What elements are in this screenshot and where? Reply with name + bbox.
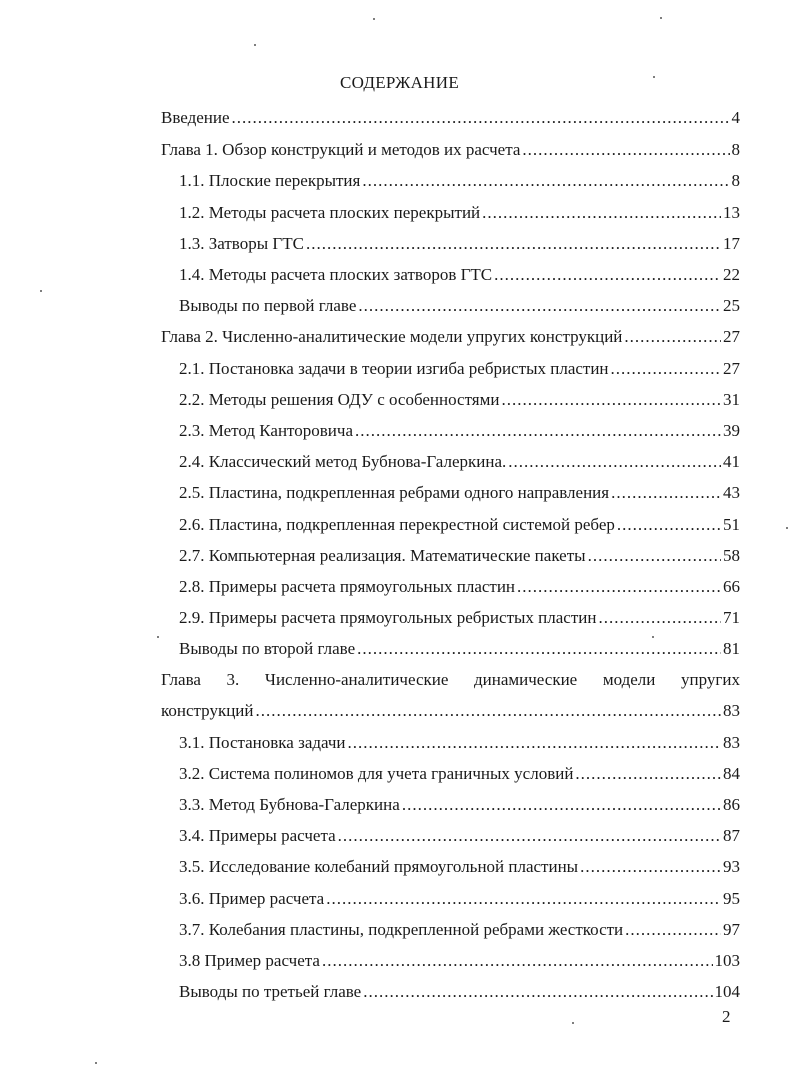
- dot-leader: [522, 139, 729, 161]
- heading-word: динамические: [474, 670, 578, 689]
- toc-entry-3-6: [179, 888, 740, 910]
- toc-entry-page: 87: [723, 826, 740, 845]
- scan-speck: [373, 18, 375, 20]
- toc-entry-text: 3.3. Метод Бубнова-Галеркина: [179, 795, 400, 814]
- toc-entry-page: 104: [714, 982, 740, 1001]
- dot-leader: [357, 638, 721, 660]
- scan-speck: [786, 527, 788, 529]
- toc-entry-2-1: [179, 358, 740, 380]
- toc-entry-page: 25: [723, 296, 740, 315]
- toc-entry-2-8: [179, 576, 740, 598]
- toc-entry-3-4: [179, 825, 740, 847]
- toc-entry-text: 2.4. Классический метод Бубнова-Галеркина.: [179, 452, 507, 471]
- dot-leader: [326, 888, 721, 910]
- dot-leader: [598, 607, 721, 629]
- toc-entry-2-2: [179, 389, 740, 411]
- toc-entry-chapter-2: [161, 326, 740, 348]
- toc-entry-text: 2.9. Примеры расчета прямоугольных ребристых пластин: [179, 608, 597, 627]
- dot-leader: [338, 825, 721, 847]
- toc-entry-page: 93: [723, 857, 740, 876]
- dot-leader: [348, 732, 721, 754]
- toc-entry-page: 83: [723, 701, 740, 720]
- toc-entry-2-4: [179, 451, 740, 473]
- heading-word: Численно-аналитические: [264, 670, 449, 689]
- scan-speck: [95, 1062, 97, 1064]
- toc-entry-text: 3.1. Постановка задачи: [179, 733, 346, 752]
- dot-leader: [517, 576, 721, 598]
- toc-entry-page: 41: [723, 452, 740, 471]
- toc-entry-text: 2.2. Методы решения ОДУ с особенностями: [179, 390, 500, 409]
- scan-speck: [40, 290, 42, 292]
- scan-speck: [660, 17, 662, 19]
- dot-leader: [355, 420, 721, 442]
- toc-entry-text: Глава 1. Обзор конструкций и методов их расчета: [161, 140, 521, 159]
- dot-leader: [575, 763, 721, 785]
- toc-entry-page: 31: [723, 390, 740, 409]
- toc-entry-text: 2.1. Постановка задачи в теории изгиба ребристых пластин: [179, 359, 609, 378]
- toc-entry-page: 13: [723, 203, 740, 222]
- toc-entry-chapter-3: [161, 700, 740, 722]
- toc-entry-2-5: [179, 482, 740, 504]
- toc-entry-page: 84: [723, 764, 740, 783]
- toc-entry-3-5: [179, 856, 740, 878]
- toc-entry-conclusions-1: [179, 295, 740, 317]
- dot-leader: [362, 170, 729, 192]
- toc-entry-2-3: [179, 420, 740, 442]
- toc-entry-text: 3.7. Колебания пластины, подкрепленной ребрами жесткости: [179, 920, 624, 939]
- toc-entry-page: 103: [714, 951, 740, 970]
- dot-leader: [611, 358, 721, 380]
- heading-word: Глава: [161, 670, 201, 689]
- dot-leader: [306, 233, 721, 255]
- toc-entry-text: 2.3. Метод Канторовича: [179, 421, 353, 440]
- scan-speck: [157, 636, 159, 638]
- toc-entry-text: Выводы по третьей главе: [179, 982, 362, 1001]
- toc-entry-page: 8: [731, 171, 740, 190]
- dot-leader: [501, 389, 721, 411]
- toc-entry-text: Выводы по первой главе: [179, 296, 357, 315]
- toc-entry-3-3: [179, 794, 740, 816]
- toc-entry-text: 3.6. Пример расчета: [179, 889, 325, 908]
- toc-entry-text: 2.7. Компьютерная реализация. Математические пакеты: [179, 546, 586, 565]
- dot-leader: [508, 451, 721, 473]
- toc-entry-text: 1.2. Методы расчета плоских перекрытий: [179, 203, 481, 222]
- heading-word: 3.: [226, 670, 240, 689]
- dot-leader: [256, 700, 721, 722]
- toc-entry-text: 1.4. Методы расчета плоских затворов ГТС: [179, 265, 493, 284]
- toc-entry-2-7: [179, 545, 740, 567]
- toc-entry-page: 71: [723, 608, 740, 627]
- page-title: СОДЕРЖАНИЕ: [339, 73, 460, 92]
- scan-speck: [572, 1022, 574, 1024]
- scan-speck: [254, 44, 256, 46]
- dot-leader: [494, 264, 721, 286]
- page-number: 2: [722, 1007, 731, 1026]
- toc-entry-text: Глава 2. Численно-аналитические модели упругих конструкций: [161, 327, 623, 346]
- dot-leader: [617, 514, 721, 536]
- toc-entry-text: 1.1. Плоские перекрытия: [179, 171, 361, 190]
- toc-entry-text: 3.2. Система полиномов для учета граничных условий: [179, 764, 574, 783]
- dot-leader: [358, 295, 721, 317]
- dot-leader: [588, 545, 721, 567]
- toc-entry-conclusions-3: [179, 981, 740, 1003]
- toc-entry-page: 58: [723, 546, 740, 565]
- scan-speck: [653, 76, 655, 78]
- dot-leader: [625, 919, 721, 941]
- toc-entry-conclusions-2: [179, 638, 740, 660]
- toc-entry-page: 51: [723, 515, 740, 534]
- toc-entry-page: 43: [723, 483, 740, 502]
- toc-entry-1-1: [179, 170, 740, 192]
- heading-word: модели: [602, 670, 656, 689]
- dot-leader: [322, 950, 713, 972]
- dot-leader: [402, 794, 721, 816]
- toc-entry-text: 1.3. Затворы ГТС: [179, 234, 304, 253]
- toc-entry-1-3: [179, 233, 740, 255]
- toc-entry-page: 39: [723, 421, 740, 440]
- dot-leader: [611, 482, 721, 504]
- toc-entry-text: Введение: [161, 108, 230, 127]
- toc-entry-page: 86: [723, 795, 740, 814]
- toc-entry-text: Выводы по второй главе: [179, 639, 356, 658]
- toc-entry-chapter-1: [161, 139, 740, 161]
- dot-leader: [580, 856, 721, 878]
- toc-entry-text: конструкций: [161, 701, 254, 720]
- toc-entry-page: 66: [723, 577, 740, 596]
- toc-entry-page: 8: [731, 140, 740, 159]
- toc-entry-text: 3.5. Исследование колебаний прямоугольной пластины: [179, 857, 579, 876]
- heading-word: упругих: [681, 670, 740, 689]
- toc-entry-text: 2.8. Примеры расчета прямоугольных пластин: [179, 577, 516, 596]
- toc-entry-text: 2.6. Пластина, подкрепленная перекрестной системой ребер: [179, 515, 615, 534]
- toc-entry-page: 17: [723, 234, 740, 253]
- toc-entry-3-7: [179, 919, 740, 941]
- toc-entry-page: 81: [723, 639, 740, 658]
- dot-leader: [232, 107, 730, 129]
- toc-entry-text: 3.4. Примеры расчета: [179, 826, 336, 845]
- toc-entry-1-4: [179, 264, 740, 286]
- scan-speck: [652, 636, 654, 638]
- toc-entry-text: 2.5. Пластина, подкрепленная ребрами одного направления: [179, 483, 610, 502]
- toc-entry-page: 27: [723, 359, 740, 378]
- toc-entry-1-2: [179, 202, 740, 224]
- dot-leader: [624, 326, 721, 348]
- dot-leader: [363, 981, 712, 1003]
- toc-entry-introduction: [161, 107, 740, 129]
- toc-entry-3-1: [179, 732, 740, 754]
- toc-entry-text: 3.8 Пример расчета: [179, 951, 320, 970]
- toc-entry-page: 83: [723, 733, 740, 752]
- toc-entry-3-8: [179, 950, 740, 972]
- toc-entry-2-9: [179, 607, 740, 629]
- toc-entry-page: 4: [731, 108, 740, 127]
- toc-entry-page: 95: [723, 889, 740, 908]
- toc-entry-3-2: [179, 763, 740, 785]
- dot-leader: [482, 202, 721, 224]
- toc-entry-page: 27: [723, 327, 740, 346]
- toc-entry-page: 22: [723, 265, 740, 284]
- toc-entry-2-6: [179, 514, 740, 536]
- toc-entry-chapter-3-heading: [161, 669, 740, 691]
- toc-entry-page: 97: [723, 920, 740, 939]
